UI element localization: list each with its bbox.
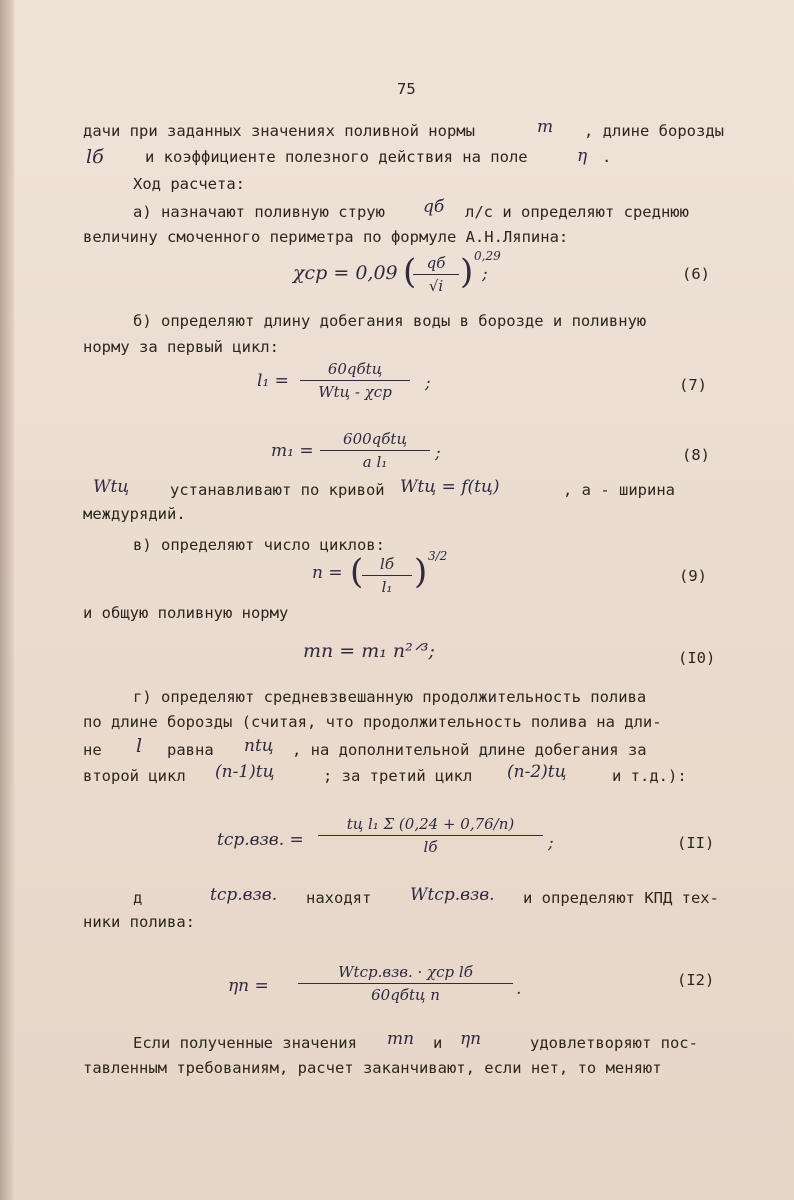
text-line-16c: и определяют КПД тех- [523, 889, 719, 907]
text-line-13: по длине борозды (считая, что продолжительность полива на дли- [83, 713, 662, 731]
eq-num-8: (8) [682, 446, 710, 464]
text-line-14a: не [83, 741, 102, 759]
text-line-18a: Если полученные значения [133, 1034, 357, 1052]
text-line-18b: и [433, 1034, 443, 1052]
page-number: 75 [397, 80, 416, 98]
formula-11-fraction [318, 815, 543, 856]
formula-11-den: lб [423, 838, 438, 856]
text-line-4a: а) назначают поливную струю [133, 203, 385, 221]
formula-8-num: 600qбtц [320, 430, 430, 451]
symbol-lb: lб [86, 146, 104, 168]
semicolon: ; [425, 373, 431, 393]
formula-9-lhs: n = [312, 563, 343, 583]
text-line-15c: и т.д.): [612, 767, 687, 785]
formula-9-num: lб [362, 555, 412, 576]
period: . [602, 148, 612, 166]
text-line-16a: д [133, 889, 143, 907]
semicolon: ; [435, 443, 441, 463]
period: . [516, 979, 522, 999]
symbol-n2: (n-2)tц [507, 762, 567, 782]
text-line-12: г) определяют средневзвешанную продолжительность полива [133, 688, 647, 706]
text-line-1a: дачи при заданных значениях поливной нормы [83, 122, 475, 140]
eq-num-6: (6) [682, 265, 710, 283]
formula-6-num: qб [413, 254, 459, 275]
formula-7-num: 60qбtц [300, 360, 410, 381]
text-line-1b: , длине борозды [584, 122, 724, 140]
symbol-wf: Wtц = f(tц) [400, 477, 500, 497]
text-line-10: в) определяют число циклов: [133, 536, 385, 554]
text-line-6: б) определяют длину добегания воды в борозде и поливную [133, 312, 647, 330]
symbol-wcp: Wtср.взв. [410, 885, 495, 905]
paren-open: ( [350, 552, 364, 592]
formula-6-den: √i [428, 277, 444, 295]
eq-num-9: (9) [679, 567, 707, 585]
formula-12-den: 60qбtц n [371, 986, 440, 1004]
eq-num-11: (II) [677, 834, 715, 852]
text-line-19: тавленным требованиям, расчет заканчивают, если нет, то меняют [83, 1059, 662, 1077]
text-line-14c: , на дополнительной длине добегания за [292, 741, 647, 759]
symbol-qb: qб [423, 197, 445, 217]
eq-num-10: (I0) [678, 649, 716, 667]
text-line-8a: устанавливают по кривой [170, 481, 385, 499]
text-line-3: Ход расчета: [133, 175, 245, 193]
formula-10: mn = m₁ n²ᐟ³; [303, 640, 435, 662]
text-line-11: и общую поливную норму [83, 604, 289, 622]
text-line-18c: удовлетворяют пос- [530, 1034, 698, 1052]
text-line-16b: находят [306, 889, 372, 907]
formula-8-fraction [320, 430, 430, 471]
text-line-15b: ; за третий цикл [323, 767, 473, 785]
symbol-ntc: ntц [244, 736, 274, 756]
formula-7-den: Wtц - χср [318, 383, 392, 401]
formula-9-den: l₁ [381, 578, 393, 596]
formula-12-fraction [298, 963, 513, 1004]
symbol-mn: mn [387, 1029, 415, 1049]
text-line-2: и коэффициенте полезного действия на поле [145, 148, 528, 166]
formula-6-lhs: χср = 0,09 [293, 262, 398, 284]
symbol-w: Wtц [93, 477, 130, 497]
eq-num-7: (7) [679, 376, 707, 394]
formula-8-lhs: m₁ = [271, 441, 314, 461]
semicolon: ; [482, 264, 488, 284]
paren-close: ) [414, 552, 428, 592]
text-line-9: междурядий. [83, 505, 186, 523]
symbol-tcp: tср.взв. [210, 885, 278, 905]
page-edge-shadow [0, 0, 14, 1200]
symbol-m: m [537, 117, 554, 137]
symbol-eta: η [577, 146, 588, 166]
formula-7-fraction [300, 360, 410, 401]
formula-7-lhs: l₁ = [257, 371, 289, 391]
text-line-15a: второй цикл [83, 767, 186, 785]
eq-num-12: (I2) [677, 971, 715, 989]
text-line-4b: л/с и определяют среднюю [465, 203, 689, 221]
text-line-5: величину смоченного периметра по формуле А.Н.Ляпина: [83, 228, 569, 246]
formula-8-den: a l₁ [362, 453, 388, 471]
formula-11-lhs: tср.взв. = [217, 830, 304, 850]
paren-open: ( [403, 252, 417, 292]
formula-11-num: tц l₁ Σ (0,24 + 0,76/n) [318, 815, 543, 836]
text-line-17: ники полива: [83, 913, 195, 931]
formula-6-exp: 0,29 [474, 249, 501, 263]
symbol-n1: (n-1)tц [215, 762, 275, 782]
formula-9-exp: 3/2 [428, 549, 448, 563]
symbol-l: l [136, 735, 143, 757]
semicolon: ; [548, 833, 554, 853]
formula-12-num: Wtср.взв. · χср lб [298, 963, 513, 984]
text-line-14b: равна [167, 741, 214, 759]
symbol-etan: ηn [460, 1029, 482, 1049]
text-line-8b: , а - ширина [563, 481, 675, 499]
formula-12-lhs: ηn = [228, 976, 269, 996]
formula-6-fraction [413, 254, 459, 295]
text-line-7: норму за первый цикл: [83, 338, 279, 356]
paren-close: ) [460, 252, 474, 292]
formula-9-fraction [362, 555, 412, 596]
